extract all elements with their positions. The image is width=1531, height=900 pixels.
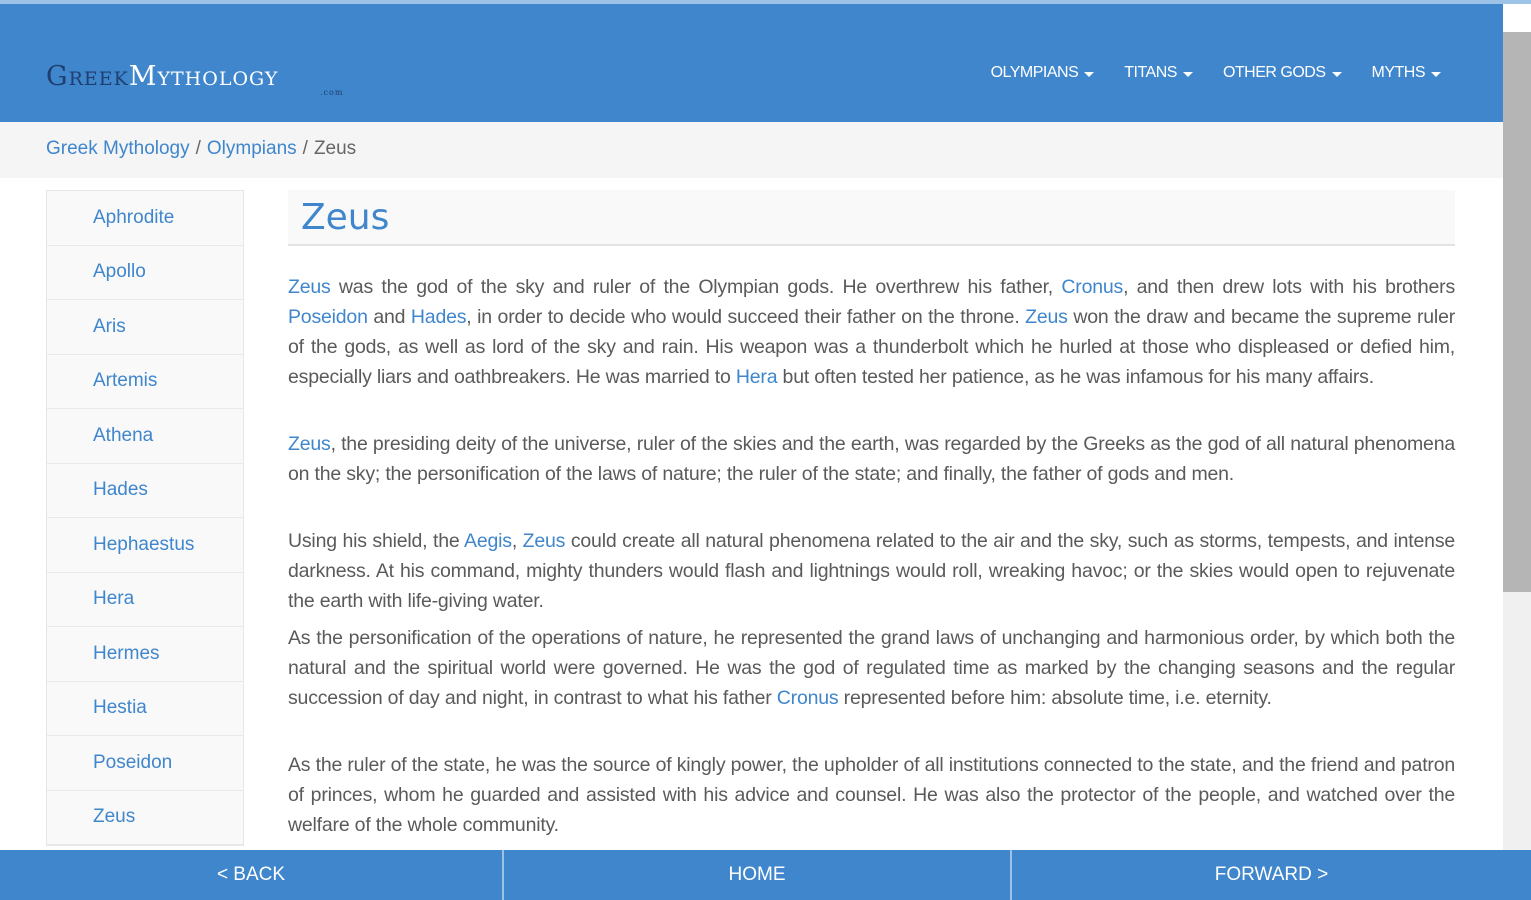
link-hades[interactable]: Hades — [410, 306, 467, 328]
breadcrumb-current: Zeus — [313, 138, 357, 159]
link-hera[interactable]: Hera — [735, 366, 778, 388]
article-title: Zeus — [301, 196, 390, 238]
text: won the draw and became the supreme ruler of the gods, as well as lord of the sky and rain. His weapon was a thunderbolt which he hurled at those who displeased or defied him, especially liars and oathbreakers. He was married to — [288, 306, 1456, 388]
link-zeus[interactable]: Zeus — [522, 530, 566, 552]
article-paragraph-4 — [288, 623, 1455, 713]
sidebar-item-artemis[interactable]: Artemis — [47, 355, 243, 410]
link-zeus[interactable]: Zeus — [288, 276, 331, 298]
text: represented before him: absolute time, i.e. eternity. — [838, 687, 1272, 709]
sidebar-item-apollo[interactable]: Apollo — [47, 246, 243, 301]
menu-other-gods-label: OTHER GODS — [1222, 64, 1326, 81]
sidebar-god-list — [46, 190, 244, 846]
sidebar-item-athena[interactable]: Athena — [47, 409, 243, 464]
text: As the ruler of the state, he was the source of kingly power, the upholder of all institutions connected to the state, and the friend and patron of princes, whom he guarded and assisted with his advice and counsel. He was also the protector of the people, and watched over the welfare of the whole community. — [288, 754, 1455, 836]
link-poseidon[interactable]: Poseidon — [288, 306, 368, 328]
text: , — [511, 530, 523, 552]
text: Using his shield, the — [288, 530, 465, 552]
link-zeus[interactable]: Zeus — [1025, 306, 1068, 328]
bottom-nav-bar — [0, 850, 1531, 900]
breadcrumb — [46, 138, 356, 160]
link-zeus[interactable]: Zeus — [288, 433, 331, 455]
caret-down-icon — [1183, 72, 1193, 77]
menu-titans[interactable] — [1124, 64, 1193, 82]
article-paragraph-2 — [288, 429, 1455, 489]
breadcrumb-link-olympians[interactable]: Olympians — [206, 138, 297, 159]
caret-down-icon — [1084, 72, 1094, 77]
text: and — [367, 306, 411, 328]
sidebar-item-aris[interactable]: Aris — [47, 300, 243, 355]
home-button[interactable]: HOME — [504, 850, 1012, 900]
link-aegis[interactable]: Aegis — [464, 530, 512, 552]
sidebar-item-hades[interactable]: Hades — [47, 464, 243, 519]
sidebar-item-hermes[interactable]: Hermes — [47, 627, 243, 682]
link-cronus[interactable]: Cronus — [776, 687, 839, 709]
text: , the presiding deity of the universe, ruler of the skies and the earth, was regarded by the Greeks as the god of all natural phenomena on the sky; the personification of the laws of nature; the ruler of the state; and finally, the father of gods and men. — [288, 433, 1455, 485]
breadcrumb-bar — [0, 122, 1503, 178]
menu-olympians[interactable] — [991, 64, 1095, 82]
site-logo[interactable] — [46, 52, 344, 97]
article-paragraph-5 — [288, 750, 1455, 840]
logo-text-greek: Greek — [46, 61, 129, 92]
article-paragraph-3 — [288, 526, 1455, 616]
text: As the personification of the operations of nature, he represented the grand laws of unchanging and harmonious order, by which both the natural and the spiritual world were governed. He was the god of regulated time as marked by the changing seasons and the regular succession of day and night, in contrast to what his father — [288, 627, 1455, 709]
sidebar-item-hera[interactable]: Hera — [47, 573, 243, 628]
text: but often tested her patience, as he was infamous for his many affairs. — [777, 366, 1374, 388]
article-paragraph-1 — [288, 272, 1455, 392]
menu-other-gods[interactable] — [1223, 64, 1342, 82]
caret-down-icon — [1332, 72, 1342, 77]
breadcrumb-link-greek-mythology[interactable]: Greek Mythology — [46, 138, 190, 159]
text: was the god of the sky and ruler of the Olympian gods. He overthrew his father, — [330, 276, 1062, 298]
text: could create all natural phenomena related to the air and the sky, such as storms, tempests, and intense darkness. At his command, mighty thunders would flash and lightnings would roll, wreaking havoc; or the skies would open to rejuvenate the earth with life-giving water. — [288, 530, 1456, 612]
sidebar-item-hephaestus[interactable]: Hephaestus — [47, 518, 243, 573]
menu-titans-label: TITANS — [1124, 64, 1177, 81]
caret-down-icon — [1431, 72, 1441, 77]
main-menu — [991, 64, 1441, 82]
sidebar-item-zeus[interactable]: Zeus — [47, 791, 243, 846]
back-button[interactable]: < BACK — [0, 850, 504, 900]
article — [288, 190, 1456, 836]
article-title-box — [288, 190, 1455, 246]
link-cronus[interactable]: Cronus — [1061, 276, 1124, 298]
sidebar-item-poseidon[interactable]: Poseidon — [47, 736, 243, 791]
logo-text-mythology: Mythology — [128, 61, 279, 92]
menu-olympians-label: OLYMPIANS — [990, 64, 1079, 81]
sidebar-item-hestia[interactable]: Hestia — [47, 682, 243, 737]
scrollbar-thumb[interactable] — [1503, 32, 1531, 592]
breadcrumb-separator: / — [195, 138, 201, 159]
menu-myths[interactable] — [1372, 64, 1442, 82]
forward-button[interactable]: FORWARD > — [1214, 864, 1329, 885]
breadcrumb-separator: / — [302, 138, 308, 159]
logo-text-suffix: .com — [320, 88, 344, 97]
menu-myths-label: MYTHS — [1371, 64, 1425, 81]
sidebar-item-aphrodite[interactable]: Aphrodite — [47, 191, 243, 246]
navbar — [0, 4, 1503, 122]
text: , and then drew lots with his brothers — [1123, 276, 1455, 298]
text: , in order to decide who would succeed their father on the throne. — [466, 306, 1026, 328]
